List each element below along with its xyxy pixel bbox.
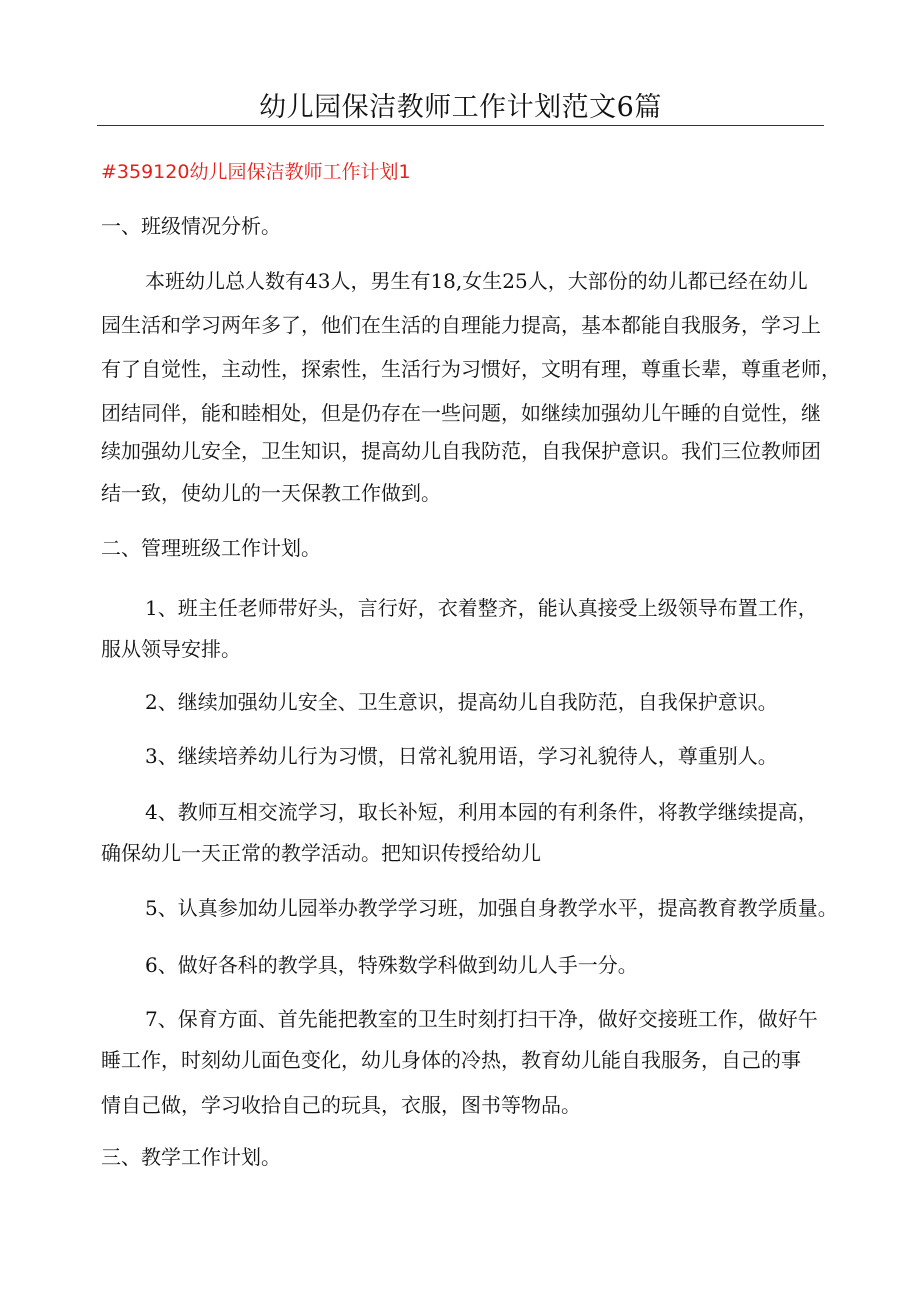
paragraph-line: 团结同伴，能和睦相处，但是仍存在一些问题，如继续加强幼儿午睡的自觉性，继 (101, 401, 821, 425)
list-item-line: 2、继续加强幼儿安全、卫生意识，提高幼儿自我防范，自我保护意识。 (145, 690, 778, 714)
paragraph-line: 本班幼儿总人数有43人，男生有18,女生25人，大部份的幼儿都已经在幼儿 (145, 269, 808, 293)
list-item-line: 服从领导安排。 (101, 637, 241, 661)
list-item-line: 情自己做，学习收拾自己的玩具，衣服，图书等物品。 (101, 1093, 581, 1117)
paragraph-line: 结一致，使幼儿的一天保教工作做到。 (101, 481, 441, 505)
list-item-line: 1、班主任老师带好头，言行好，衣着整齐，能认真接受上级领导布置工作， (145, 596, 818, 620)
list-item-line: 6、做好各科的教学具，特殊数学科做到幼儿人手一分。 (145, 953, 638, 977)
list-item-line: 确保幼儿一天正常的教学活动。把知识传授给幼儿 (101, 841, 541, 865)
heading-class-analysis: 一、班级情况分析。 (101, 214, 281, 238)
paragraph-line: 有了自觉性，主动性，探索性，生活行为习惯好，文明有理，尊重长辈，尊重老师， (101, 357, 841, 381)
paragraph-line: 续加强幼儿安全，卫生知识，提高幼儿自我防范，自我保护意识。我们三位教师团 (101, 439, 821, 463)
paragraph-line: 园生活和学习两年多了，他们在生活的自理能力提高，基本都能自我服务，学习上 (101, 313, 821, 337)
section-heading: #359120幼儿园保洁教师工作计划1 (101, 161, 411, 183)
list-item-line: 7、保育方面、首先能把教室的卫生时刻打扫干净，做好交接班工作，做好午 (145, 1007, 818, 1031)
heading-teaching-plan: 三、教学工作计划。 (101, 1145, 281, 1169)
heading-class-management: 二、管理班级工作计划。 (101, 536, 321, 560)
title-underline (97, 125, 824, 126)
document-title: 幼儿园保洁教师工作计划范文6篇 (259, 92, 662, 123)
list-item-line: 4、教师互相交流学习，取长补短，利用本园的有利条件，将教学继续提高， (145, 800, 818, 824)
list-item-line: 睡工作，时刻幼儿面色变化，幼儿身体的冷热，教育幼儿能自我服务，自己的事 (101, 1048, 801, 1072)
list-item-line: 5、认真参加幼儿园举办教学学习班，加强自身教学水平，提高教育教学质量。 (145, 896, 838, 920)
list-item-line: 3、继续培养幼儿行为习惯，日常礼貌用语，学习礼貌待人，尊重别人。 (145, 744, 778, 768)
